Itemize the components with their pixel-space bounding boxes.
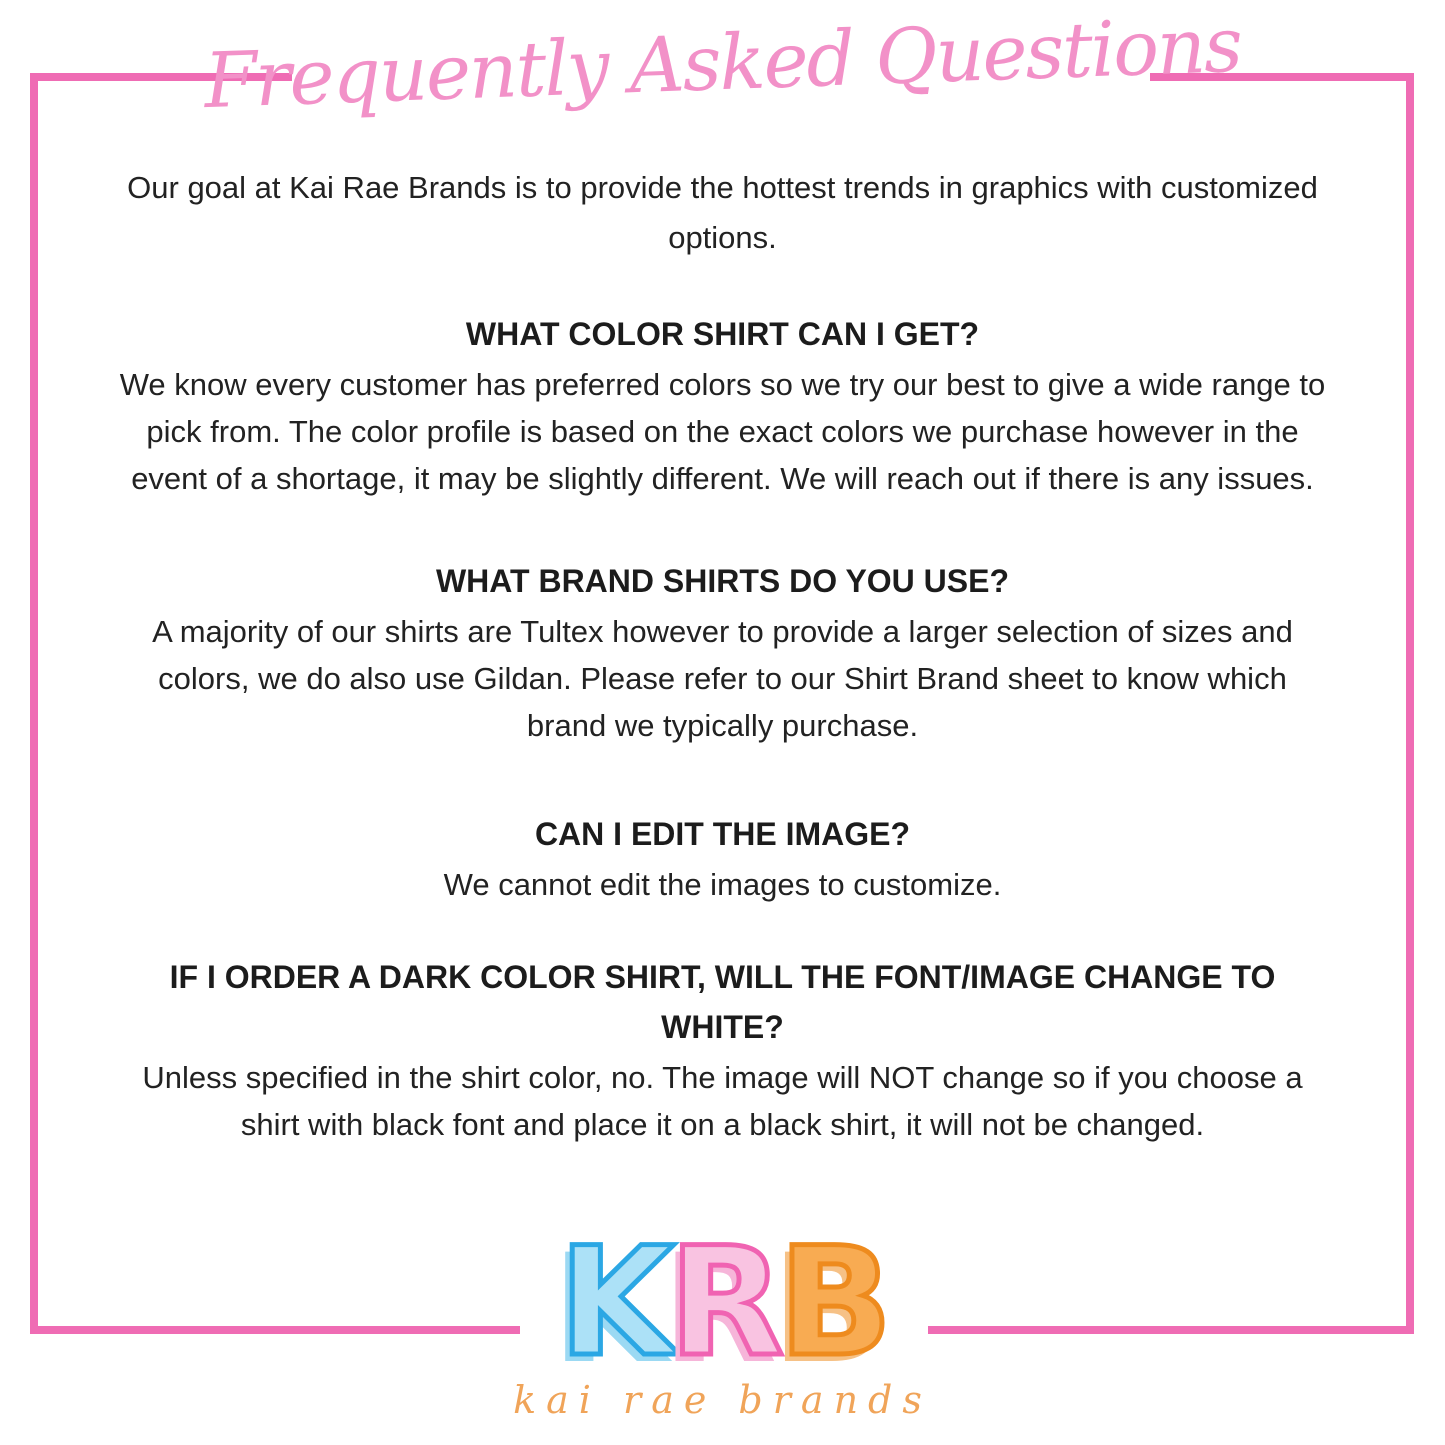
page-title: Frequently Asked Questions <box>202 0 1243 126</box>
faq-question: WHAT COLOR SHIRT CAN I GET? <box>465 316 980 352</box>
logo-letter-b: B <box>778 1216 887 1390</box>
frame-left-border <box>30 73 38 1334</box>
faq-answer: We cannot edit the images to customize. <box>443 867 1002 902</box>
faq-question: WHAT BRAND SHIRTS DO YOU USE? <box>435 563 1010 599</box>
faq-answer: A majority of our shirts are Tultex however to provide a larger selection of sizes and colors, we do also use Gildan. Please refer to our Shirt Brand sheet to know which brand we typically purchase. <box>152 614 1293 743</box>
faq-section <box>117 556 1328 749</box>
faq-section <box>117 809 1328 908</box>
logo-wordmark: kai rae brands <box>513 1378 932 1422</box>
faq-section <box>117 309 1328 502</box>
frame-right-border <box>1406 73 1414 1334</box>
faq-section <box>117 952 1328 1148</box>
intro-paragraph: Our goal at Kai Rae Brands is to provide the hottest trends in graphics with customized options. <box>127 170 1318 255</box>
logo-letter-r: R <box>668 1216 779 1390</box>
faq-question: CAN I EDIT THE IMAGE? <box>534 816 911 852</box>
logo-letter-k: K <box>558 1216 669 1390</box>
faq-answer: Unless specified in the shirt color, no. The image will NOT change so if you choose a shirt with black font and place it on a black shirt, it will not be changed. <box>142 1060 1303 1142</box>
krb-logo <box>0 1216 1445 1390</box>
faq-question: IF I ORDER A DARK COLOR SHIRT, WILL THE FONT/IMAGE CHANGE TO WHITE? <box>169 959 1276 1045</box>
faq-content <box>117 163 1328 1148</box>
faq-answer: We know every customer has preferred colors so we try our best to give a wide range to pick from. The color profile is based on the exact colors we purchase however in the event of a shortage, it may be slightly different. We will reach out if there is any issues. <box>119 367 1326 496</box>
